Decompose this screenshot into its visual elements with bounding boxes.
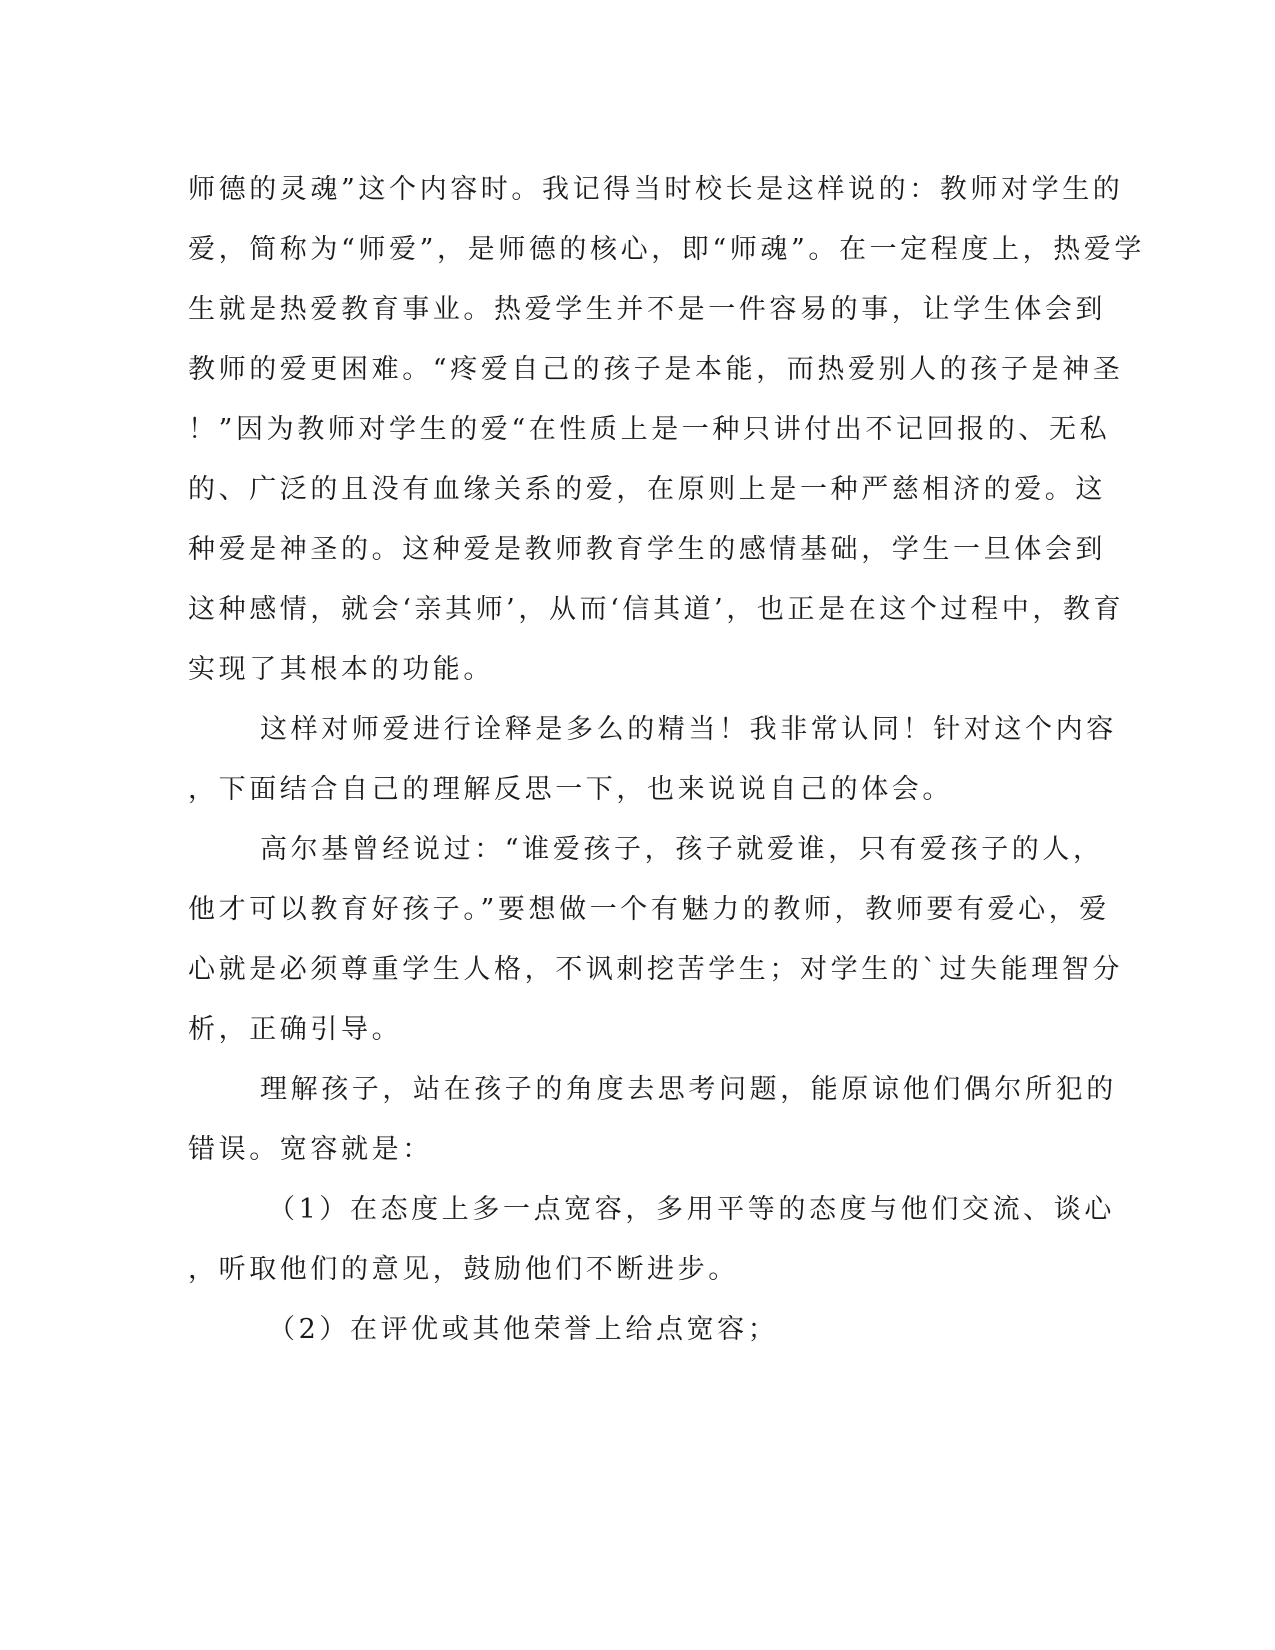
text-line: 师德的灵魂”这个内容时。我记得当时校长是这样说的：教师对学生的 bbox=[188, 174, 1124, 205]
text-line: 种爱是神圣的。这种爱是教师教育学生的感情基础，学生一旦体会到 bbox=[188, 534, 1106, 565]
list-item-line: （2）在评优或其他荣誉上给点宽容； bbox=[268, 1314, 779, 1345]
paragraph-first-line: 理解孩子，站在孩子的角度去思考问题，能原谅他们偶尔所犯的 bbox=[260, 1074, 1117, 1105]
document-body bbox=[188, 160, 1146, 1360]
paragraph-first-line: 这样对师爱进行诠释是多么的精当！我非常认同！针对这个内容 bbox=[260, 714, 1117, 745]
text-line: ！”因为教师对学生的爱“在性质上是一种只讲付出不记回报的、无私 bbox=[188, 414, 1111, 445]
list-item-line: （1）在态度上多一点宽容，多用平等的态度与他们交流、谈心 bbox=[268, 1194, 1115, 1225]
text-line: ，下面结合自己的理解反思一下，也来说说自己的体会。 bbox=[188, 774, 953, 805]
text-line: 这种感情，就会‘亲其师’，从而‘信其道’，也正是在这个过程中，教育 bbox=[188, 594, 1125, 625]
text-line: 的、广泛的且没有血缘关系的爱，在原则上是一种严慈相济的爱。这 bbox=[188, 474, 1106, 505]
text-line: 析，正确引导。 bbox=[188, 1014, 403, 1045]
text-line: 实现了其根本的功能。 bbox=[188, 654, 494, 685]
paragraph-first-line: 高尔基曾经说过：“谁爱孩子，孩子就爱谁，只有爱孩子的人， bbox=[260, 834, 1104, 865]
text-line: 错误。宽容就是： bbox=[188, 1134, 433, 1165]
text-line: 心就是必须尊重学生人格，不讽刺挖苦学生；对学生的`过失能理智分 bbox=[188, 954, 1124, 985]
text-line: 生就是热爱教育事业。热爱学生并不是一件容易的事，让学生体会到 bbox=[188, 294, 1106, 325]
text-line: 他才可以教育好孩子。”要想做一个有魅力的教师，教师要有爱心，爱 bbox=[188, 894, 1110, 925]
text-line: ，听取他们的意见，鼓励他们不断进步。 bbox=[188, 1254, 739, 1285]
text-line: 爱，简称为“师爱”，是师德的核心，即“师魂”。在一定程度上，热爱学 bbox=[188, 234, 1146, 265]
text-line: 教师的爱更困难。“疼爱自己的孩子是本能，而热爱别人的孩子是神圣 bbox=[188, 354, 1124, 385]
